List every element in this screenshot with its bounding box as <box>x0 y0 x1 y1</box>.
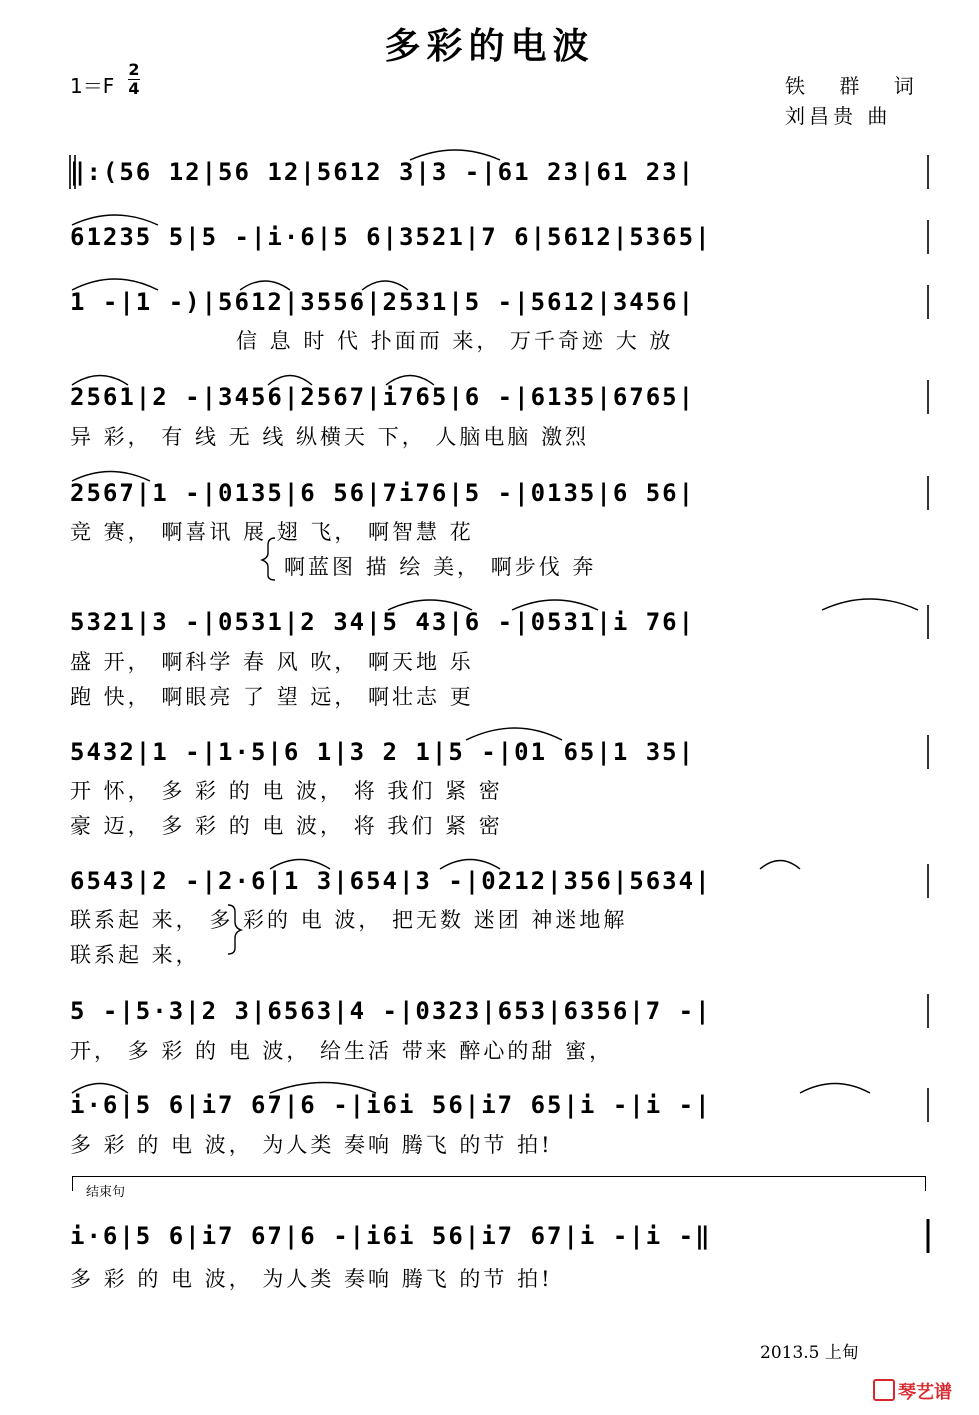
lyric-line: 联系起 来， <box>70 943 200 967</box>
lyric-line: 多 彩 的 电 波， 为人类 奏响 腾飞 的节 拍! <box>70 1133 553 1157</box>
lyric-line: 竞 赛， 啊喜讯 展 翅 飞， 啊智慧 花 <box>70 520 474 544</box>
watermark-text: 琴艺谱 <box>898 1382 952 1403</box>
notes-row: 2567|1 -|0135|6 56|7i76|5 -|0135|6 56| <box>70 479 696 507</box>
notes-row: 5321|3 -|0531|2 34|5 43|6 -|0531|i 76| <box>70 608 696 636</box>
notes-row: 5432|1 -|1·5|6 1|3 2 1|5 -|01 65|1 35| <box>70 738 696 766</box>
lyric-line: 多 彩 的 电 波， 为人类 奏响 腾飞 的节 拍! <box>70 1267 553 1291</box>
lyric-line: 开 怀， 多 彩 的 电 波， 将 我们 紧 密 <box>70 779 503 803</box>
lyric-line: 开， 多 彩 的 电 波， 给生活 带来 醉心的甜 蜜， <box>70 1039 614 1063</box>
notes-row: i·6|5 6|i7 67|6 -|i6i 56|i7 65|i -|i -| <box>70 1091 712 1119</box>
time-sig-top: 2 <box>128 60 140 79</box>
page-title: 多彩的电波 <box>384 25 595 67</box>
logo-icon <box>873 1379 895 1401</box>
notes-row: 6543|2 -|2·6|1 3|654|3 -|0212|356|5634| <box>70 867 712 895</box>
ending-label: 结束句 <box>84 1181 127 1200</box>
composer-credit: 刘昌贵 曲 <box>785 104 892 128</box>
lyric-line: 信 息 时 代 扑面而 来， 万千奇迹 大 放 <box>236 329 674 353</box>
lyric-line: 跑 快， 啊眼亮 了 望 远， 啊壮志 更 <box>70 685 474 709</box>
lyric-line: 盛 开， 啊科学 春 风 吹， 啊天地 乐 <box>70 650 474 674</box>
lyric-line: 联系起 来， 多 彩的 电 波， 把无数 迷团 神迷地解 <box>70 908 628 932</box>
lyric-line: 豪 迈， 多 彩 的 电 波， 将 我们 紧 密 <box>70 814 503 838</box>
notes-row: 5 -|5·3|2 3|6563|4 -|0323|653|6356|7 -| <box>70 997 712 1025</box>
watermark-logo <box>873 1378 952 1404</box>
signature-date: 2013.5 上甸 <box>760 1343 859 1363</box>
time-sig-bottom: 4 <box>128 79 140 98</box>
lyricist-credit: 铁 群 词 <box>785 74 928 98</box>
notes-row: i·6|5 6|i7 67|6 -|i6i 56|i7 67|i -|i -‖ <box>70 1222 712 1250</box>
notes-row: 61235 5|5 -|i·6|5 6|3521|7 6|5612|5365| <box>70 223 712 251</box>
notes-row: 1 -|1 -)|5612|3556|2531|5 -|5612|3456| <box>70 288 696 316</box>
notes-row: ‖:(56 12|56 12|5612 3|3 -|61 23|61 23| <box>70 158 696 186</box>
key-signature: 1＝F <box>70 74 115 98</box>
notes-row: 2561|2 -|3456|2567|i765|6 -|6135|6765| <box>70 383 696 411</box>
lyric-line: 异 彩， 有 线 无 线 纵横天 下， 人脑电脑 激烈 <box>70 425 590 449</box>
lyric-line: 啊蓝图 描 绘 美， 啊步伐 奔 <box>284 555 597 579</box>
